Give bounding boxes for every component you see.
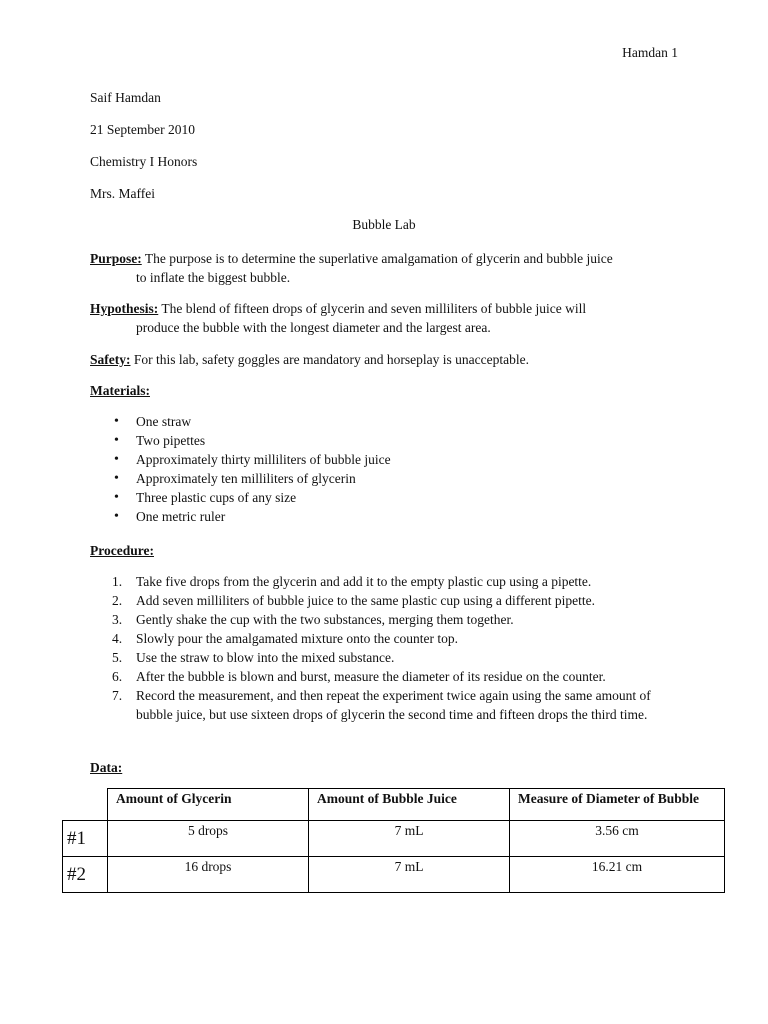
table-header-row [63, 789, 725, 821]
procedure-heading [90, 541, 690, 560]
table-row [63, 821, 725, 857]
step-number: 6. [112, 669, 123, 684]
list-item [90, 648, 690, 667]
procedure-label: Procedure: [90, 543, 154, 558]
table-cell: 3.56 cm [510, 821, 725, 857]
hypothesis-label: Hypothesis: [90, 301, 159, 316]
class-name: Chemistry I Honors [90, 154, 198, 169]
step-text: Use the straw to blow into the mixed substance. [136, 650, 395, 665]
safety-text: For this lab, safety goggles are mandatory and horseplay is unacceptable. [130, 352, 530, 367]
document-date: 21 September 2010 [90, 122, 195, 137]
list-item [90, 572, 690, 591]
hypothesis-text-line1: The blend of fifteen drops of glycerin and seven milliliters of bubble juice will [158, 301, 587, 316]
column-header: Measure of Diameter of Bubble [510, 789, 725, 821]
table-cell: 7 mL [309, 821, 510, 857]
data-label: Data: [90, 760, 123, 775]
step-number: 4. [112, 631, 123, 646]
list-item [90, 610, 690, 629]
data-table [62, 788, 725, 893]
materials-heading [90, 381, 690, 400]
list-item [90, 591, 690, 610]
table-cell: 5 drops [108, 821, 309, 857]
safety-label: Safety: [90, 352, 131, 367]
purpose-label: Purpose: [90, 251, 142, 266]
step-text: Record the measurement, and then repeat the experiment twice again using the same amount of bubble juice, but use sixteen drops of glycerin the second time and fifteen drops the third time. [136, 688, 651, 722]
table-cell: 16.21 cm [510, 857, 725, 893]
step-number: 7. [112, 688, 123, 703]
data-heading [90, 758, 690, 777]
list-item [90, 686, 690, 724]
list-item: • Approximately thirty milliliters of bubble juice [90, 450, 391, 469]
step-number: 1. [112, 574, 123, 589]
table-cell: 7 mL [309, 857, 510, 893]
purpose-section [90, 249, 690, 287]
purpose-text-line2: to inflate the biggest bubble. [136, 270, 291, 285]
step-text: Take five drops from the glycerin and add it to the empty plastic cup using a pipette. [136, 574, 592, 589]
list-item: • One straw [90, 412, 391, 431]
procedure-list [90, 572, 690, 724]
list-item: • Three plastic cups of any size [90, 488, 391, 507]
list-item [90, 629, 690, 648]
document-title: Bubble Lab [352, 217, 416, 232]
step-text: After the bubble is blown and burst, measure the diameter of its residue on the counter. [136, 669, 606, 684]
hypothesis-section [90, 299, 690, 337]
list-item [90, 667, 690, 686]
step-number: 2. [112, 593, 123, 608]
materials-list [90, 412, 391, 526]
purpose-text-line1: The purpose is to determine the superlative amalgamation of glycerin and bubble juice [141, 251, 613, 266]
table-row [63, 857, 725, 893]
page-header-label: Hamdan 1 [622, 45, 678, 60]
hypothesis-text-line2: produce the bubble with the longest diameter and the largest area. [136, 320, 491, 335]
table-cell: 16 drops [108, 857, 309, 893]
list-item: • Two pipettes [90, 431, 391, 450]
table-corner-cell [63, 789, 108, 821]
list-item: • One metric ruler [90, 507, 391, 526]
teacher-name: Mrs. Maffei [90, 186, 155, 201]
step-text: Add seven milliliters of bubble juice to the same plastic cup using a different pipette. [136, 593, 596, 608]
safety-section [90, 350, 690, 369]
column-header: Amount of Glycerin [108, 789, 309, 821]
step-number: 3. [112, 612, 123, 627]
step-text: Slowly pour the amalgamated mixture onto the counter top. [136, 631, 459, 646]
step-text: Gently shake the cup with the two substances, merging them together. [136, 612, 514, 627]
row-label: #1 [63, 821, 108, 857]
step-number: 5. [112, 650, 123, 665]
student-name: Saif Hamdan [90, 90, 161, 105]
column-header: Amount of Bubble Juice [309, 789, 510, 821]
row-label: #2 [63, 857, 108, 893]
materials-label: Materials: [90, 383, 150, 398]
list-item: • Approximately ten milliliters of glycerin [90, 469, 391, 488]
